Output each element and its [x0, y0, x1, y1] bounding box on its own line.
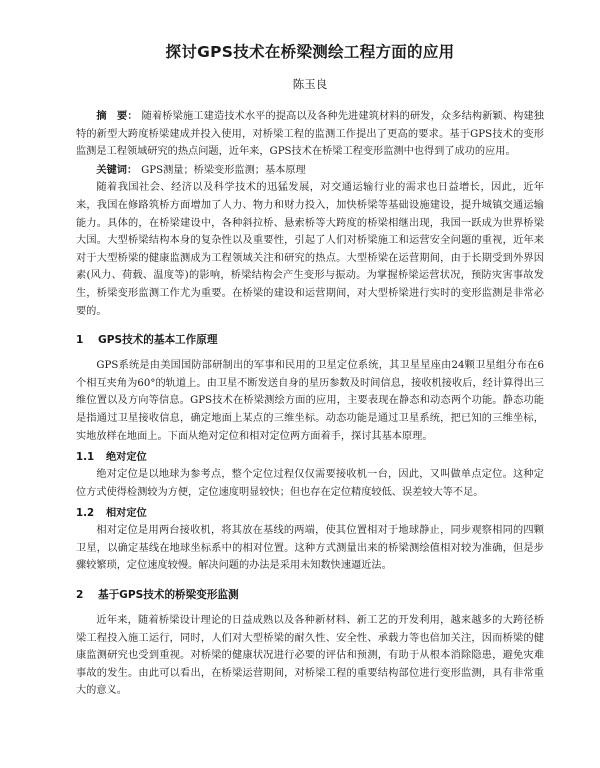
- section-1-paragraph: GPS系统是由美国国防部研制出的军事和民用的卫星定位系统，其卫星星座由24颗卫星组分布在6个相互夹角为60°的轨道上。由卫星不断发送自身的星历参数及时间信息，接收机接收后，经计算得出三维位置以及方向等信息。GPS技术在桥梁测绘方面的应用，主要表现在静态和动态两个功能。静态功能是指通过卫星接收信息，确定地面上某点的三维坐标。动态功能是通过卫星系统，把已知的三维坐标，实地放样在地面上。下面从绝对定位和相对定位两方面着手，探讨其基本原理。: [76, 360, 544, 442]
- keywords-text: GPS测量；桥梁变形监测；基本原理: [141, 164, 306, 176]
- section-1-title: GPS技术的基本工作原理: [98, 334, 218, 347]
- abstract: [76, 108, 544, 161]
- section-1-2-number: 1.2: [76, 508, 95, 520]
- abstract-label: 摘 要：: [96, 111, 138, 122]
- abstract-text: 随着桥梁施工建造技术水平的提高以及各种先进建筑材料的研发，众多结构新颖、构建独特的新型大跨度桥梁建成并投入使用，对桥梁工程的监测工作提出了更高的要求。基于GPS技术的变形监测是工程领域研究的热点问题，近年来，GPS技术在桥梁工程变形监测中也得到了成功的应用。: [76, 111, 544, 158]
- keywords: [76, 162, 544, 180]
- paper-title: 探讨GPS技术在桥梁测绘工程方面的应用: [165, 43, 455, 61]
- section-1-2-paragraph: 相对定位是用两台接收机，将其放在基线的两端，使其位置相对于地球静止，同步观察相同的四颗卫星，以确定基线在地球坐标系中的相对位置。这种方式测量出来的桥梁测绘值相对较为准确，但是步骤较繁琐，定位速度较慢。解决问题的办法是采用未知数快速逼近法。: [76, 525, 544, 572]
- section-1-number: 1: [76, 334, 84, 347]
- author-name: 陈玉良: [292, 77, 328, 91]
- section-1-1-title: 绝对定位: [106, 452, 147, 464]
- section-2-paragraph: 近年来，随着桥梁设计理论的日益成熟以及各种新材料、新工艺的开发利用，越来越多的大跨径桥梁工程投入施工运行，同时，人们对大型桥梁的耐久性、安全性、承载力等也倍加关注，因而桥梁的健康监测研究也受到重视。对桥梁的健康状况进行必要的评估和预测，有助于从根本消除隐患，避免灾难事故的发生。由此可以看出，在桥梁运营期间，对桥梁工程的重要结构部位进行变形监测，具有非常重大的意义。: [76, 615, 544, 697]
- keywords-label: 关键词：: [96, 164, 138, 176]
- section-2-number: 2: [76, 589, 84, 602]
- section-2-heading: [76, 587, 544, 602]
- section-1-heading: [76, 332, 544, 347]
- section-1-1-paragraph: 绝对定位是以地球为参考点，整个定位过程仅仅需要接收机一台，因此，又叫做单点定位。这种定位方式使得检测较为方便，定位速度明显较快；但也存在定位精度较低、误差较大等不足。: [76, 469, 544, 498]
- intro-paragraph: 随着我国社会、经济以及科学技术的迅猛发展，对交通运输行业的需求也日益增长，因此，近年来，我国在修路筑桥方面增加了人力、物力和财力投入，加快桥梁等基础设施建设，提升城镇交通运输能力。具体的，在桥梁建设中，各种斜拉桥、悬索桥等大跨度的桥梁相继出现，我国一跃成为世界桥梁大国。大型桥梁结构本身的复杂性以及重要性，引起了人们对桥梁施工和运营安全问题的重视，近年来对于大型桥梁的健康监测成为工程领域关注和研究的热点。大型桥梁在运营期间，由于长期受到外界因素(风力、荷载、温度等)的影响，桥梁结构会产生变形与振动。为掌握桥梁运营状况，预防灾害事故发生，桥梁变形监测工作尤为重要。在桥梁的建设和运营期间，对大型桥梁进行实时的变形监测是非常必要的。: [76, 182, 544, 317]
- section-2-title: 基于GPS技术的桥梁变形监测: [98, 589, 239, 602]
- section-1-2-heading: [76, 504, 544, 519]
- section-1-1-number: 1.1: [76, 452, 95, 464]
- section-1-1-heading: [76, 448, 544, 463]
- section-1-2-title: 相对定位: [106, 508, 147, 520]
